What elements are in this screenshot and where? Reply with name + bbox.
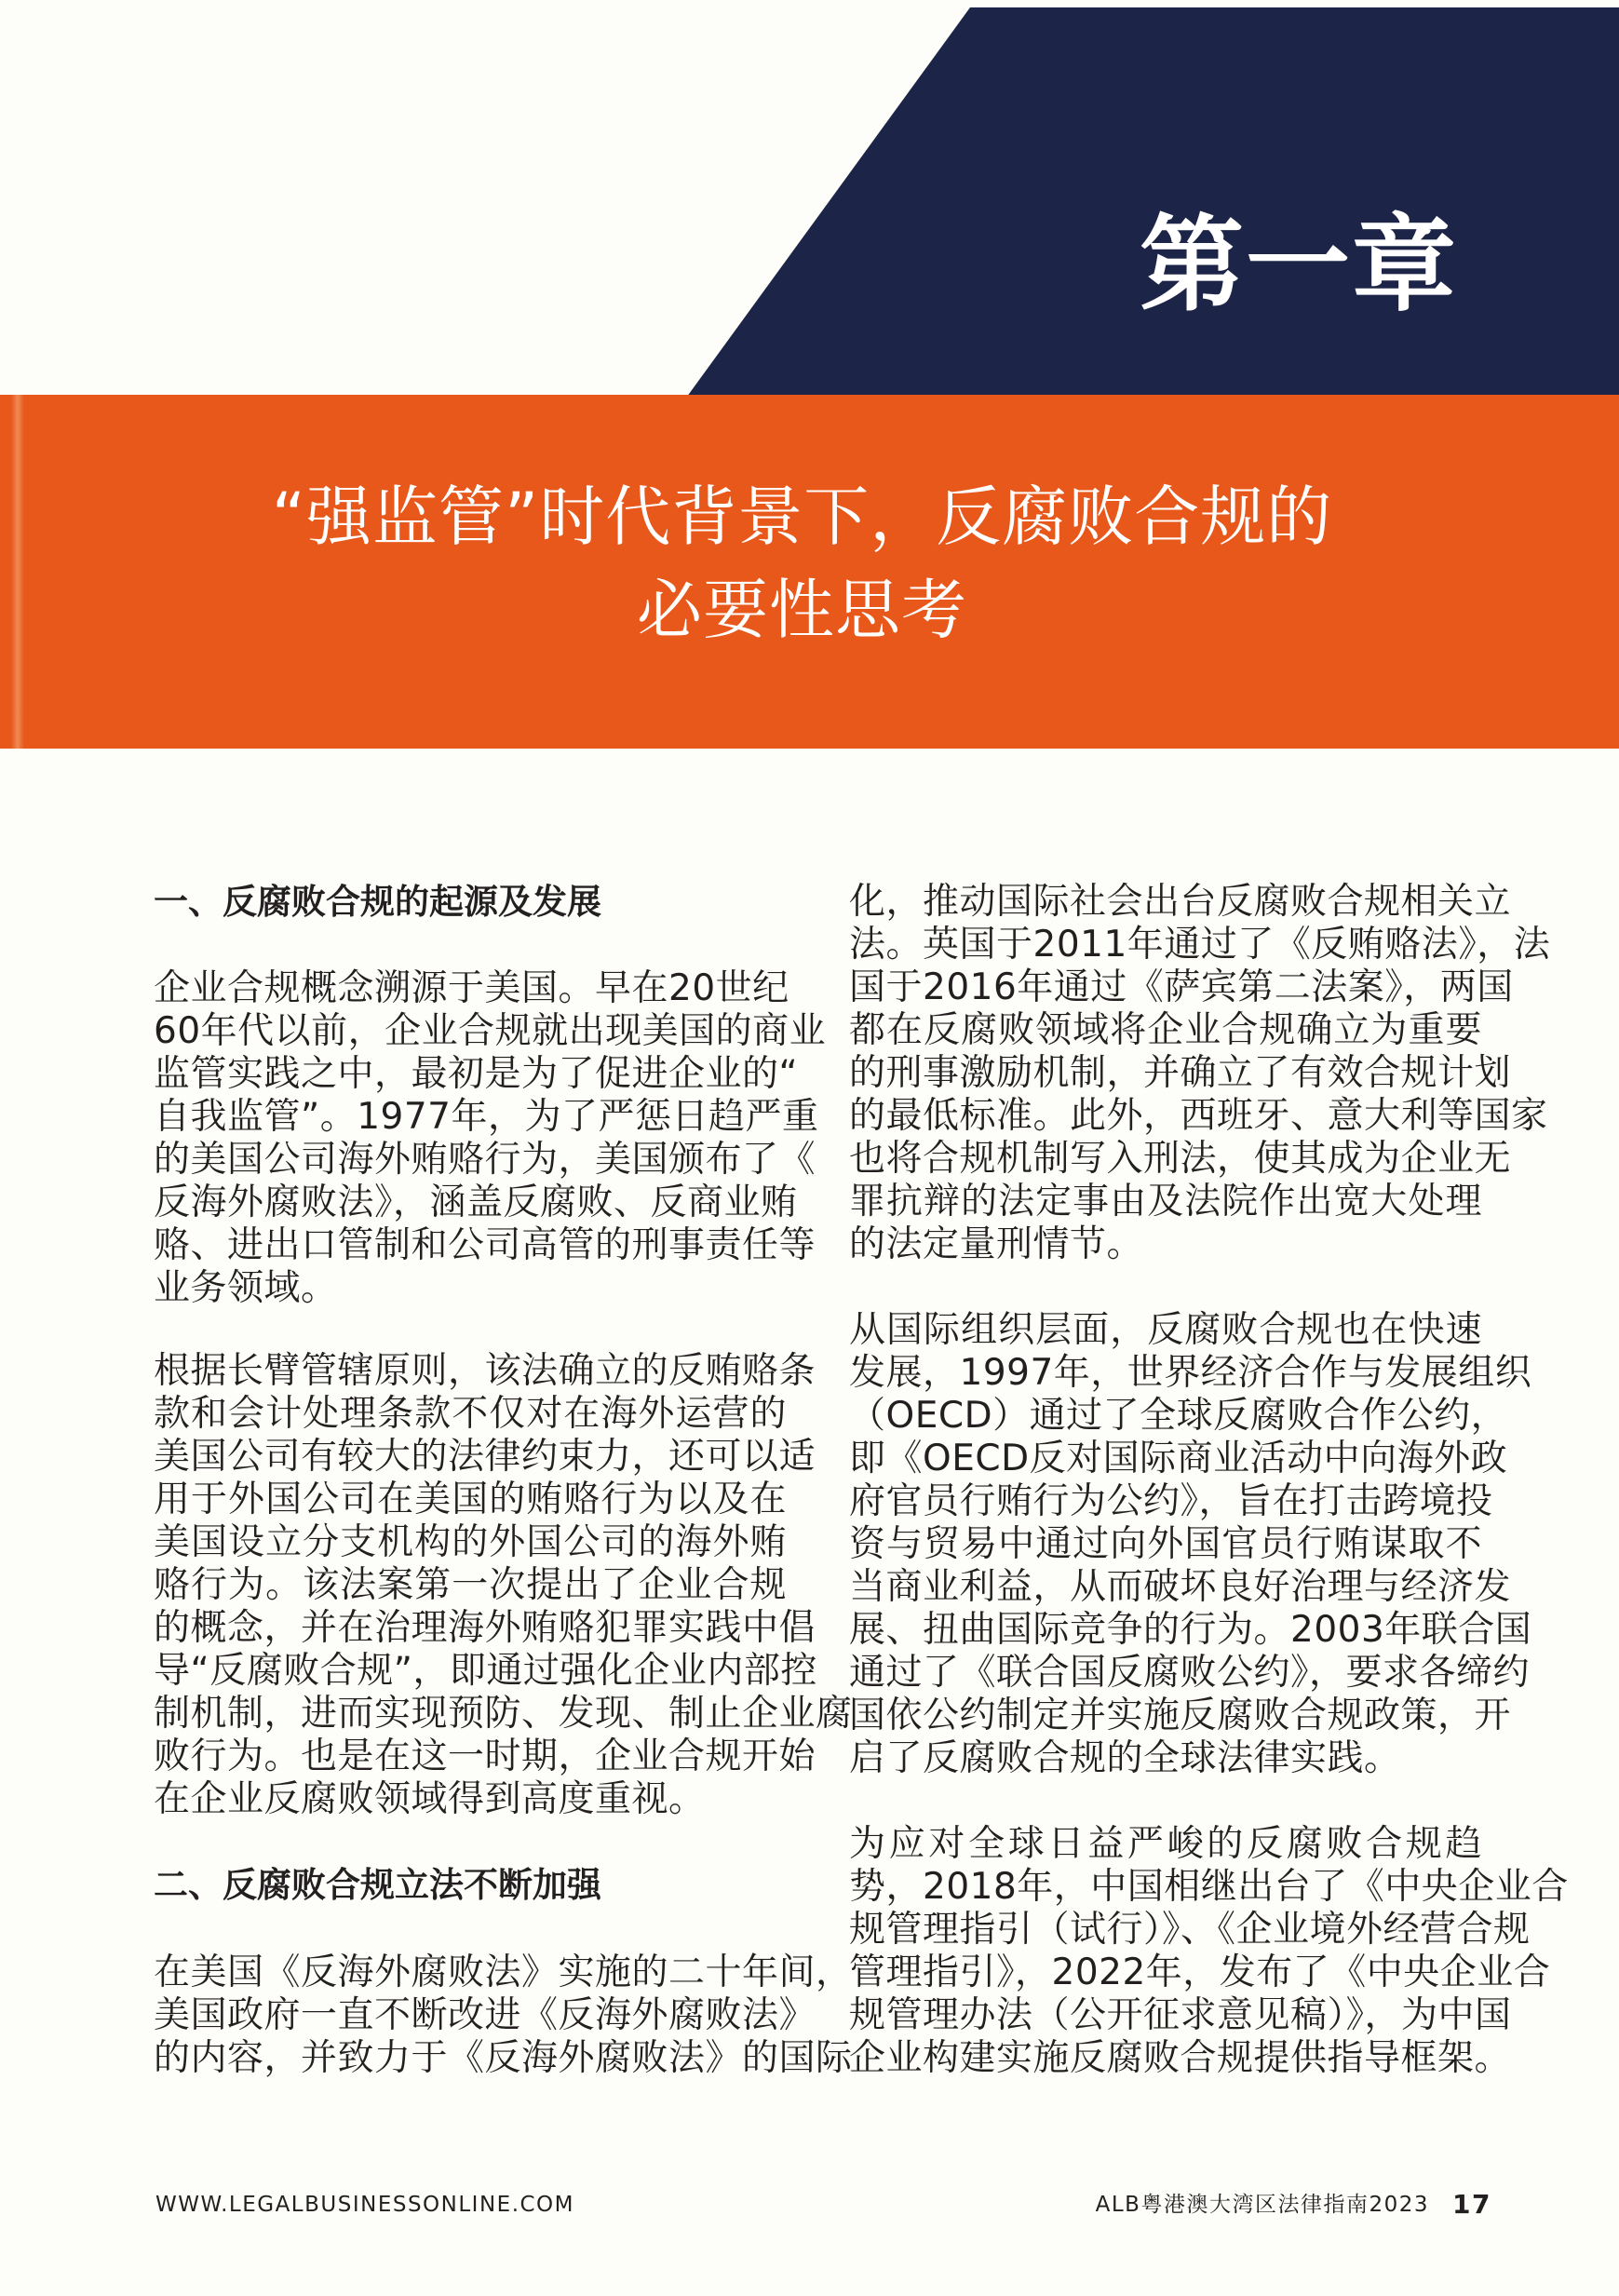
text-line: 启了反腐败合规的全球法律实践。 bbox=[849, 1737, 1401, 1779]
text-line: 都在反腐败领域将企业合规确立为重要 bbox=[849, 1009, 1482, 1051]
text-line: 为应对全球日益严峻的反腐败合规趋 bbox=[849, 1823, 1482, 1865]
text-line: 的美国公司海外贿赂行为，美国颁布了《 bbox=[154, 1139, 816, 1181]
text-line: 在美国《反海外腐败法》实施的二十年间， bbox=[154, 1952, 853, 1993]
text-line: 反海外腐败法》，涵盖反腐败、反商业贿 bbox=[154, 1182, 798, 1223]
section-heading-1: 一、反腐败合规的起源及发展 bbox=[154, 882, 601, 922]
text-line: 制机制，进而实现预防、发现、制止企业腐 bbox=[154, 1693, 853, 1735]
text-line: 势，2018年，中国相继出台了《中央企业合 bbox=[849, 1866, 1569, 1908]
text-line: 府官员行贿行为公约》，旨在打击跨境投 bbox=[849, 1480, 1493, 1522]
paragraph bbox=[849, 1823, 1569, 2080]
text-line: 自我监管”。1977年，为了严惩日趋严重 bbox=[154, 1096, 819, 1138]
text-line: 国于2016年通过《萨宾第二法案》，两国 bbox=[849, 966, 1514, 1008]
text-line: 60年代以前，企业合规就出现美国的商业 bbox=[154, 1010, 827, 1052]
text-line: 也将合规机制写入刑法，使其成为企业无 bbox=[849, 1138, 1512, 1180]
text-line: 美国公司有较大的法律约束力，还可以适 bbox=[154, 1436, 816, 1478]
paragraph bbox=[154, 1952, 853, 2080]
section-heading-2: 二、反腐败合规立法不断加强 bbox=[154, 1865, 601, 1905]
text-line: 美国政府一直不断改进《反海外腐败法》 bbox=[154, 1994, 816, 2036]
text-line: 赂行为。该法案第一次提出了企业合规 bbox=[154, 1564, 787, 1606]
text-line: 的概念，并在治理海外贿赂犯罪实践中倡 bbox=[154, 1607, 816, 1649]
text-line: 发展，1997年，世界经济合作与发展组织 bbox=[849, 1352, 1532, 1394]
text-line: 的内容，并致力于《反海外腐败法》的国际 bbox=[154, 2037, 853, 2079]
text-line: 管理指引》，2022年，发布了《中央企业合 bbox=[849, 1952, 1551, 1993]
text-line: 规管理指引（试行）》、《企业境外经营合规 bbox=[849, 1909, 1531, 1951]
chapter-label: 第一章 bbox=[1140, 205, 1458, 326]
text-line: 在企业反腐败领域得到高度重视。 bbox=[154, 1778, 706, 1820]
text-line: 企业构建实施反腐败合规提供指导框架。 bbox=[849, 2037, 1512, 2079]
text-line: 款和会计处理条款不仅对在海外运营的 bbox=[154, 1393, 787, 1435]
text-line: 赂、进出口管制和公司高管的刑事责任等 bbox=[154, 1224, 816, 1266]
text-line: 的法定量刑情节。 bbox=[849, 1223, 1144, 1265]
paragraph bbox=[849, 1309, 1532, 1780]
text-line: 的最低标准。此外，西班牙、意大利等国家 bbox=[849, 1095, 1548, 1137]
text-line: 业务领域。 bbox=[154, 1267, 338, 1309]
text-line: 展、扭曲国际竞争的行为。2003年联合国 bbox=[849, 1609, 1532, 1651]
text-line: 监管实践之中，最初是为了促进企业的“ bbox=[154, 1053, 799, 1095]
text-line: 规管理办法（公开征求意见稿）》，为中国 bbox=[849, 1994, 1512, 2036]
text-line: 企业合规概念溯源于美国。早在20世纪 bbox=[154, 967, 789, 1009]
text-line: 当商业利益，从而破坏良好治理与经济发 bbox=[849, 1566, 1512, 1608]
text-line: 败行为。也是在这一时期，企业合规开始 bbox=[154, 1736, 816, 1777]
text-line: 罪抗辩的法定事由及法院作出宽大处理 bbox=[849, 1181, 1482, 1222]
page-number: 17 bbox=[1452, 2189, 1491, 2220]
text-line: 根据长臂管辖原则，该法确立的反贿赂条 bbox=[154, 1350, 816, 1392]
paragraph bbox=[154, 1350, 853, 1821]
text-line: 资与贸易中通过向外国官员行贿谋取不 bbox=[849, 1523, 1482, 1565]
text-line: 通过了《联合国反腐败公约》，要求各缔约 bbox=[849, 1652, 1531, 1694]
text-line: 从国际组织层面，反腐败合规也在快速 bbox=[849, 1309, 1482, 1351]
footer-website: WWW.LEGALBUSINESSONLINE.COM bbox=[155, 2193, 575, 2217]
paragraph bbox=[154, 967, 827, 1310]
article-title-line-1: “强监管”时代背景下，反腐败合规的 bbox=[271, 479, 1333, 555]
text-line: 美国设立分支机构的外国公司的海外贿 bbox=[154, 1521, 787, 1563]
text-line: （OECD）通过了全球反腐败合作公约， bbox=[849, 1395, 1508, 1437]
paragraph bbox=[849, 881, 1551, 1266]
text-line: 化，推动国际社会出台反腐败合规相关立 bbox=[849, 881, 1512, 923]
text-line: 国依公约制定并实施反腐败合规政策，开 bbox=[849, 1695, 1512, 1736]
text-line: 的刑事激励机制，并确立了有效合规计划 bbox=[849, 1052, 1512, 1094]
text-line: 导“反腐败合规”，即通过强化企业内部控 bbox=[154, 1650, 817, 1692]
footer-publication: ALB粤港澳大湾区法律指南2023 bbox=[1095, 2193, 1429, 2217]
text-line: 法。英国于2011年通过了《反贿赂法》，法 bbox=[849, 924, 1551, 966]
article-title-line-2: 必要性思考 bbox=[637, 572, 967, 648]
text-line: 用于外国公司在美国的贿赂行为以及在 bbox=[154, 1479, 787, 1520]
text-line: 即《OECD反对国际商业活动中向海外政 bbox=[849, 1438, 1508, 1479]
